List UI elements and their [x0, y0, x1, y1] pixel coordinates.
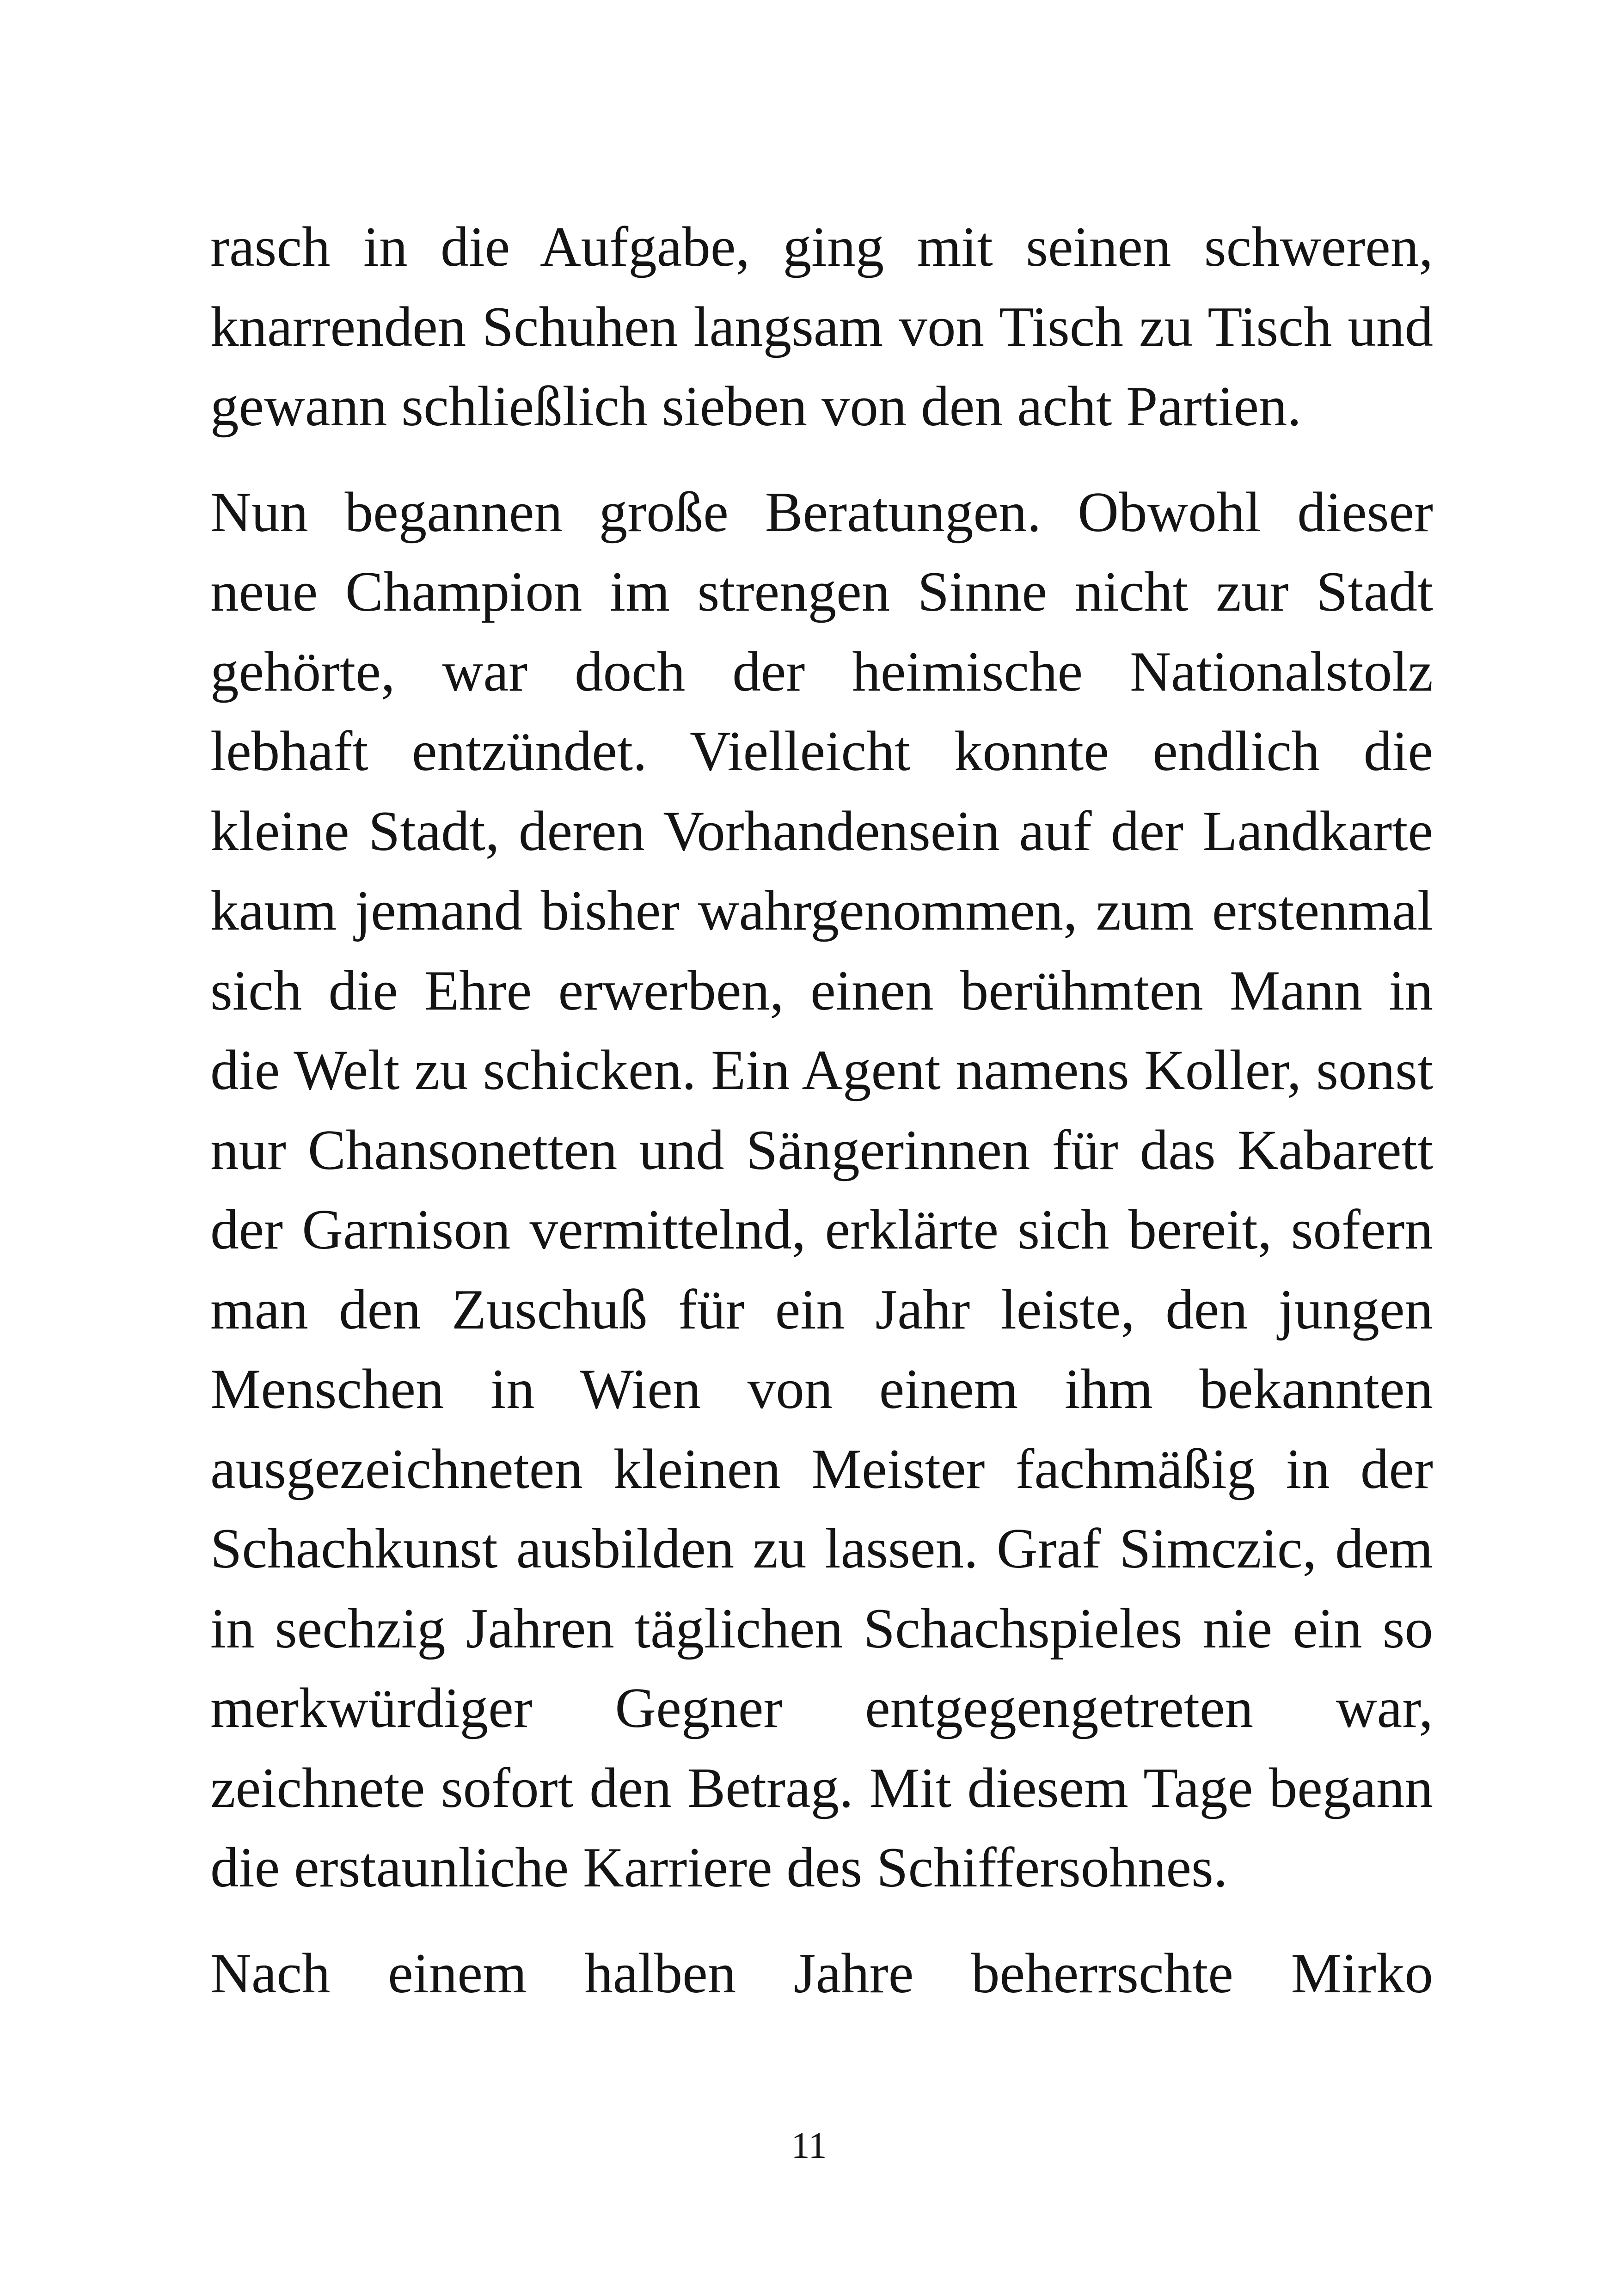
text-line: lebhaft entzündet. Vielleicht konnte endlich die — [210, 719, 1433, 783]
text-line: knarrenden Schuhen langsam von Tisch zu Tisch und — [210, 294, 1433, 358]
text-line: gehörte, war doch der heimische Nationalstolz — [210, 639, 1433, 703]
text-line: Menschen in Wien von einem ihm bekannten — [210, 1357, 1433, 1420]
paragraph-2 — [210, 472, 1433, 1908]
text-line: die Welt zu schicken. Ein Agent namens Koller, sonst — [210, 1038, 1433, 1102]
text-line: der Garnison vermittelnd, erklärte sich bereit, sofern — [210, 1198, 1433, 1261]
text-line: rasch in die Aufgabe, ging mit seinen schweren, — [210, 215, 1433, 278]
text-line: ausgezeichneten kleinen Meister fachmäßig in der — [210, 1437, 1433, 1500]
text-line: sich die Ehre erwerben, einen berühmten Mann in — [210, 958, 1433, 1022]
body-text — [210, 207, 1433, 2013]
text-line: man den Zuschuß für ein Jahr leiste, den jungen — [210, 1277, 1433, 1341]
text-line: Nun begannen große Beratungen. Obwohl dieser — [210, 480, 1433, 544]
text-line: kaum jemand bisher wahrgenommen, zum erstenmal — [210, 879, 1433, 942]
text-line: merkwürdiger Gegner entgegengetreten war, — [210, 1676, 1433, 1739]
text-line: nur Chansonetten und Sängerinnen für das Kabarett — [210, 1118, 1433, 1182]
text-line: kleine Stadt, deren Vorhandensein auf der Landkarte — [210, 799, 1433, 863]
text-line: Nach einem halben Jahre beherrschte Mirko — [210, 1941, 1433, 2005]
text-line: zeichnete sofort den Betrag. Mit diesem Tage begann — [210, 1756, 1433, 1819]
paragraph-1 — [210, 207, 1433, 447]
paragraph-spacing — [210, 1908, 1433, 1934]
text-line: die erstaunliche Karriere des Schiffersohnes. — [210, 1836, 1228, 1899]
text-line: in sechzig Jahren täglichen Schachspieles nie ein so — [210, 1596, 1433, 1660]
paragraph-spacing — [210, 447, 1433, 472]
paragraph-3 — [210, 1934, 1433, 2014]
text-line: Schachkunst ausbilden zu lassen. Graf Simczic, dem — [210, 1517, 1433, 1580]
text-line: gewann schließlich sieben von den acht Partien. — [210, 374, 1302, 438]
page-number: 11 — [791, 2125, 827, 2166]
text-line: neue Champion im strengen Sinne nicht zur Stadt — [210, 560, 1433, 623]
